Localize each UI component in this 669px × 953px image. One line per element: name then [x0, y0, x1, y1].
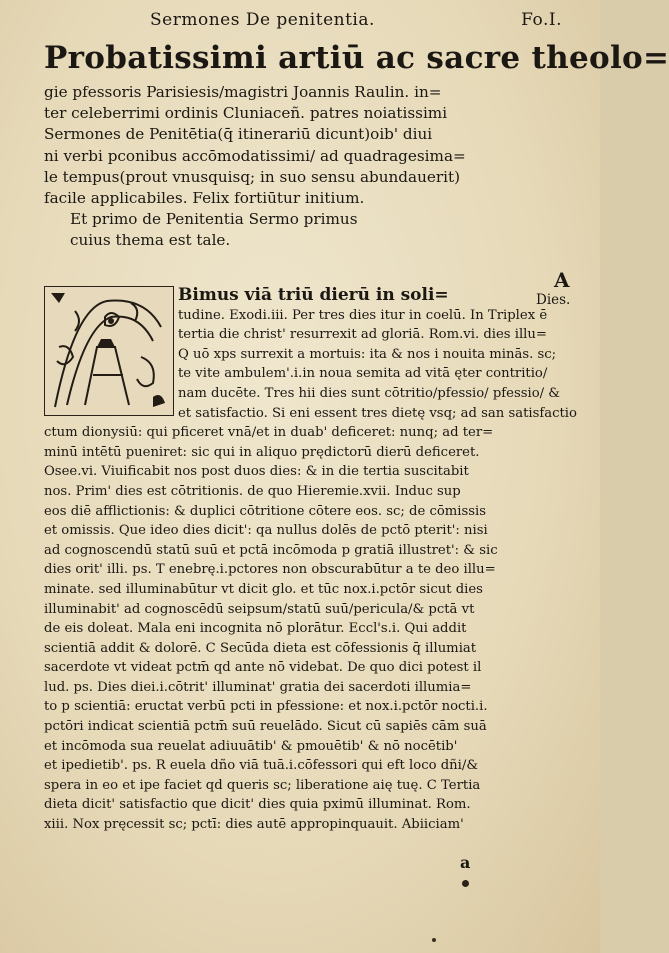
body-line: spera in eo et ipe faciet qd queris sc; liberatione aię tuę. C Tertia: [44, 777, 481, 793]
body-line: lud. ps. Dies diei.i.cōtrit' illuminat' gratia dei sacerdoti illumia=: [44, 679, 472, 695]
ink-spot: [432, 938, 436, 942]
body-line: et ipedietib'. ps. R euela dño viā tuā.i.cōfessori qui eft loco dñi/&: [44, 758, 479, 774]
running-head: [150, 6, 570, 32]
intro-line: ter celeberrimi ordinis Cluniaceñ. patres noiatissimi: [44, 104, 448, 123]
sermon-body: [44, 285, 577, 835]
intro-paragraph: [44, 82, 528, 252]
running-title: Sermones De penitentia.: [150, 10, 375, 30]
body-line: et incōmoda sua reuelat adiuuātib' & pmouētib' & nō nocētib': [44, 738, 458, 754]
intro-line: cuius thema est tale.: [70, 231, 231, 250]
intro-line: ni verbi pconibus accōmodatissimi/ ad quadragesima=: [44, 146, 466, 165]
signature-mark: a: [460, 853, 471, 872]
body-line: et satisfactio. Si eni essent tres dietę vsq; ad san satisfactio: [178, 405, 577, 421]
body-line: sacerdote vt videat pctm̄ qd ante nō videbat. De quo dici potest il: [44, 660, 482, 676]
body-line: ctum dionysiū: qui pficeret vnā/et in duab' deficeret: nunq; ad ter=: [44, 425, 494, 441]
body-line: scientiā addit & dolorē. C Secūda dieta est cōfessionis q̄ illumiat: [44, 640, 477, 656]
body-line: xiii. Nox pręcessit sc; pctī: dies autē appropinquauit. Abiiciam': [44, 817, 464, 833]
main-heading: Probatissimi artiū ac sacre theolo=: [44, 40, 669, 76]
body-line: Bimus viā triū dierū in soli=: [178, 285, 449, 305]
body-line: tudine. Exodi.iii. Per tres dies itur in coelū. In Triplex ē: [178, 307, 548, 323]
body-line: tertia die christ' resurrexit ad gloriā. Rom.vi. dies illu=: [178, 327, 547, 343]
body-line: minate. sed illuminabūtur vt dicit glo. et tūc nox.i.pctōr sicut dies: [44, 581, 483, 597]
body-line: Osee.vi. Viuificabit nos post duos dies: & in die tertia suscitabit: [44, 464, 469, 480]
marginal-note: Dies.: [536, 292, 571, 308]
body-line: ad cognoscendū statū suū et pctā incōmoda p gratiā illustret': & sic: [44, 542, 498, 558]
marginal-letter: A: [554, 268, 570, 292]
body-line: Q uō xps surrexit a mortuis: ita & nos i nouita minās. sc;: [178, 346, 557, 362]
body-line: de eis doleat. Mala eni incognita nō plorātur. Eccl's.i. Qui addit: [44, 621, 467, 637]
folio-number: Fo.I.: [521, 10, 562, 30]
body-line: minū intētū pueniret: sic qui in aliquo prędictorū dierū deficeret.: [44, 444, 480, 460]
ink-spot: [462, 880, 469, 887]
intro-line: le tempus(prout vnusquisq; in suo sensu abundauerit): [44, 167, 460, 186]
body-line: te vite ambulem'.i.in noua semita ad vitā ęter contritio/: [178, 366, 548, 382]
body-line: illuminabit' ad cognoscēdū seipsum/statū suū/pericula/& pctā vt: [44, 601, 475, 617]
intro-line: Et primo de Penitentia Sermo primus: [70, 210, 358, 229]
body-line: pctōri indicat scientiā pctm̄ suū reuelādo. Sicut cū sapiēs cām suā: [44, 719, 487, 735]
body-line: eos diē afflictionis: & duplici cōtritione cōtere eos. sc; de cōmissis: [44, 503, 487, 519]
body-line: to p scientiā: eructat verbū pcti in pfessione: et nox.i.pctōr nocti.i.: [44, 699, 488, 715]
intro-line: facile applicabiles. Felix fortiūtur initium.: [44, 188, 365, 207]
body-line: nam ducēte. Tres hii dies sunt cōtritio/pfessio/ pfessio/ &: [178, 385, 561, 401]
intro-line: Sermones de Penitētia(q̄ itinerariū dicunt)oib' diui: [44, 125, 433, 144]
body-line: nos. Prim' dies est cōtritionis. de quo Hieremie.xvii. Induc sup: [44, 483, 461, 499]
body-line: et omissis. Que ideo dies dicit': qa nullus dolēs de pctō pterit': nisi: [44, 523, 488, 539]
intro-line: gie pfessoris Parisiesis/magistri Joannis Raulin. in=: [44, 83, 442, 101]
body-line: dies orit' illi. ps. T enebrę.i.pctores non obscurabūtur a te deo illu=: [44, 562, 496, 578]
body-line: dieta dicit' satisfactio que dicit' dies quia pximū illuminat. Rom.: [44, 797, 471, 813]
